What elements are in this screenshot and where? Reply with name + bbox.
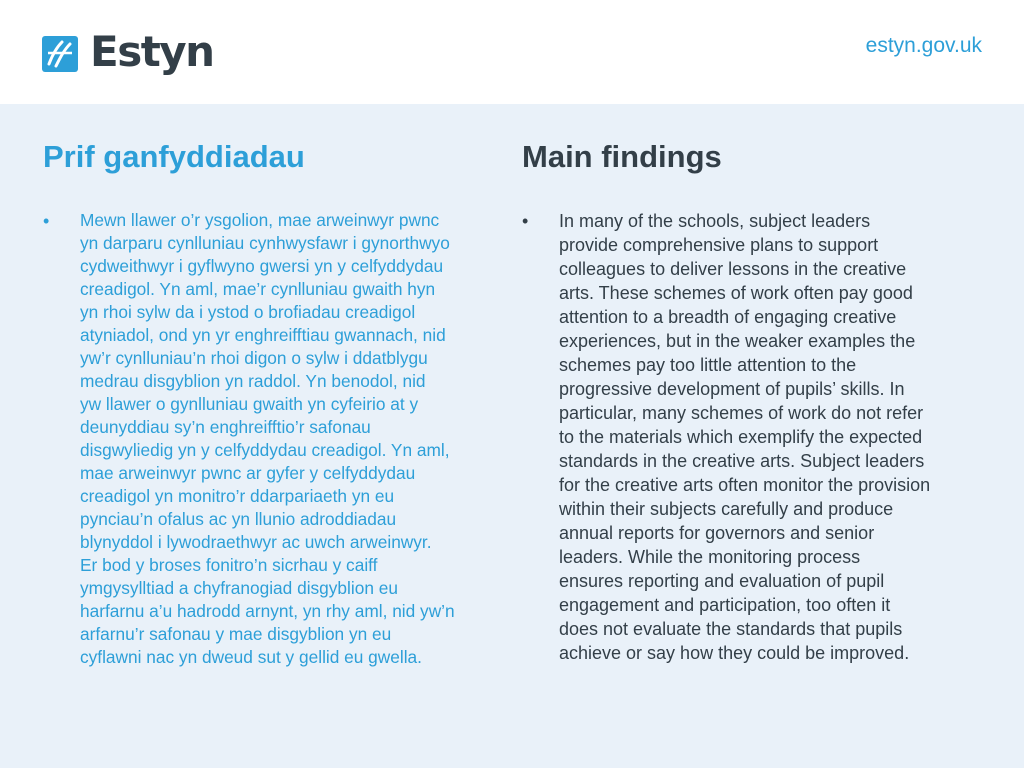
welsh-heading: Prif ganfyddiadau xyxy=(43,139,305,174)
welsh-column xyxy=(43,138,498,669)
bullet-icon: • xyxy=(43,211,50,231)
welsh-findings-text: Mewn llawer o’r ysgolion, mae arweinwyr pwnc yn darparu cynlluniau cynhwysfawr i gynorthwyo cydweithwyr i gyflwyno gwersi yn y celfyddydau creadigol. Yn aml, mae’r cynlluniau gwaith hyn yn rhoi sylw da i ystod o brofiadau creadigol atyniadol, ond yn yr enghreifftiau gwannach, nid yw’r cynlluniau’n rhoi digon o sylw i ddatblygu medrau disgyblion yn raddol. Yn benodol, nid yw llawer o gynlluniau gwaith yn cyfeirio at y deunyddiau sy’n enghreifftio’r safonau disgwyliedig yn y celfyddydau creadigol. Yn aml, mae arweinwyr pwnc ar gyfer y celfyddydau creadigol yn monitro’r ddarpariaeth yn eu pynciau’n ofalus ac yn llunio adroddiadau blynyddol i lywodraethwyr ac uwch arweinwyr. Er bod y broses fonitro’n sicrhau y caiff ymgysylltiad a chyfranogiad disgyblion eu harfarnu a’u hadrodd arnynt, yn rhy aml, nid yw’n arfarnu’r safonau y mae disgyblion yn eu cyflawni nac yn dweud sut y gellid eu gwella. xyxy=(80,210,455,667)
brand-name: Estyn xyxy=(90,27,214,76)
bullet-icon: • xyxy=(522,211,529,231)
english-heading: Main findings xyxy=(522,139,722,174)
site-url-link[interactable]: estyn.gov.uk xyxy=(865,34,982,57)
english-bullet-item xyxy=(522,209,992,665)
estyn-logo-mark-icon xyxy=(42,36,78,72)
english-column xyxy=(522,138,992,665)
page-header xyxy=(0,0,1024,104)
estyn-logo[interactable] xyxy=(42,27,214,76)
english-findings-text: In many of the schools, subject leaders provide comprehensive plans to support colleagues to deliver lessons in the creative arts. These schemes of work often pay good attention to a breadth of engaging creative experiences, but in the weaker examples the schemes pay too little attention to the progressive development of pupils’ skills. In particular, many schemes of work do not refer to the materials which exemplify the expected standards in the creative arts. Subject leaders for the creative arts often monitor the provision within their subjects carefully and produce annual reports for governors and senior leaders. While the monitoring process ensures reporting and evaluation of pupil engagement and participation, too often it does not evaluate the standards that pupils achieve or say how they could be improved. xyxy=(559,211,931,663)
welsh-bullet-item xyxy=(43,209,498,669)
